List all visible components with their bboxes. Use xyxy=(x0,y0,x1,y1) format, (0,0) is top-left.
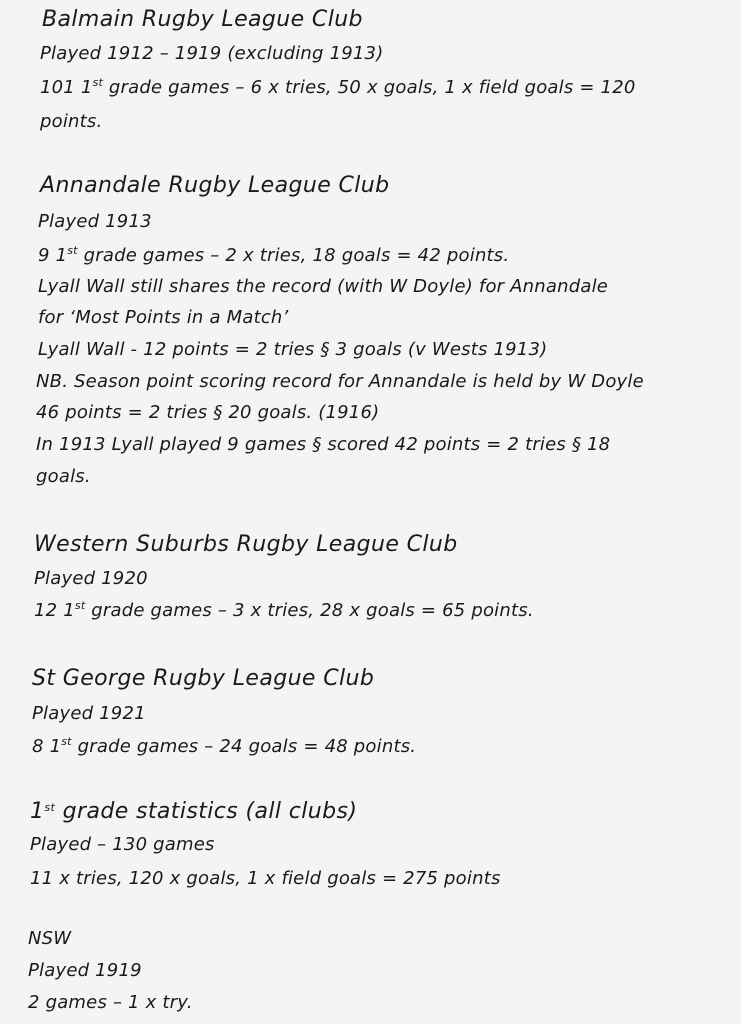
all-clubs-stats: 11 x tries, 120 x goals, 1 x field goals = 275 points xyxy=(30,868,501,889)
annandale-note-4: NB. Season point scoring record for Annandale is held by W Doyle xyxy=(36,371,644,392)
wests-stats-sup: st xyxy=(74,599,86,612)
stgeorge-stats xyxy=(32,735,416,759)
annandale-note-7: goals. xyxy=(36,466,91,487)
stgeorge-stats-sup: st xyxy=(61,735,72,748)
wests-title: Western Suburbs Rugby League Club xyxy=(34,532,458,557)
all-clubs-played: Played – 130 games xyxy=(30,834,215,855)
annandale-stats-post: grade games – 2 x tries, 18 goals = 42 points. xyxy=(77,245,510,266)
stgeorge-stats-post: grade games – 24 goals = 48 points. xyxy=(71,736,417,757)
balmain-stats-pre: 101 1 xyxy=(40,77,93,98)
annandale-note-1: Lyall Wall still shares the record (with W Doyle) for Annandale xyxy=(38,276,609,297)
annandale-stats-sup: st xyxy=(67,244,78,257)
nsw-title: NSW xyxy=(28,928,72,949)
nsw-stats: 2 games – 1 x try. xyxy=(28,992,193,1013)
balmain-stats-cont: points. xyxy=(40,111,103,132)
annandale-note-6: In 1913 Lyall played 9 games § scored 42 points = 2 tries § 18 xyxy=(36,434,611,455)
annandale-note-2: for ‘Most Points in a Match’ xyxy=(38,307,289,328)
balmain-stats-post: grade games – 6 x tries, 50 x goals, 1 x field goals = 120 xyxy=(102,77,636,98)
wests-played: Played 1920 xyxy=(34,568,148,589)
annandale-stats-pre: 9 1 xyxy=(38,245,68,266)
annandale-note-3: Lyall Wall - 12 points = 2 tries § 3 goals (v Wests 1913) xyxy=(38,339,548,360)
nsw-played: Played 1919 xyxy=(28,960,142,981)
stgeorge-title: St George Rugby League Club xyxy=(32,666,375,691)
annandale-title: Annandale Rugby League Club xyxy=(40,173,390,198)
wests-stats xyxy=(34,599,534,623)
balmain-stats-sup: st xyxy=(92,76,103,89)
annandale-played: Played 1913 xyxy=(38,211,152,232)
all-clubs-title-pre: 1 xyxy=(30,799,45,824)
annandale-stats xyxy=(38,244,509,268)
all-clubs-title-sup: st xyxy=(44,801,56,814)
balmain-title: Balmain Rugby League Club xyxy=(42,7,363,32)
balmain-stats xyxy=(40,76,636,100)
balmain-played: Played 1912 – 1919 (excluding 1913) xyxy=(40,43,384,64)
all-clubs-title xyxy=(30,800,357,824)
stgeorge-stats-pre: 8 1 xyxy=(32,736,62,757)
annandale-note-5: 46 points = 2 tries § 20 goals. (1916) xyxy=(36,402,380,423)
all-clubs-title-post: grade statistics (all clubs) xyxy=(55,799,358,824)
stgeorge-played: Played 1921 xyxy=(32,703,146,724)
wests-stats-pre: 12 1 xyxy=(34,600,75,621)
wests-stats-post: grade games – 3 x tries, 28 x goals = 65 points. xyxy=(85,600,534,621)
